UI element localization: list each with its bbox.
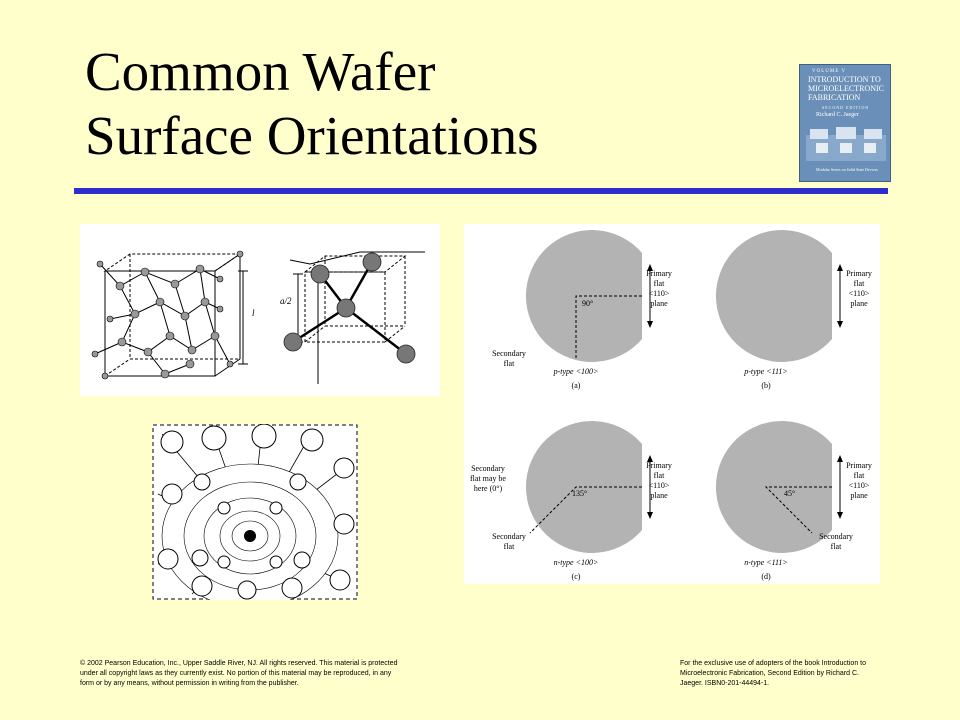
wafer-b-primary-4: plane <box>850 299 868 308</box>
tunnel-view-illustration <box>152 424 358 600</box>
wafer-a-secondary-1: Secondary <box>492 349 526 358</box>
wafer-d-letter: (d) <box>761 572 771 581</box>
wafer-c-alt-secondary-2: flat may be <box>470 474 506 483</box>
wafer-b-type: p-type <111> <box>744 367 788 376</box>
wafer-a-primary-1: Primary <box>646 269 672 278</box>
lattice-label-l: l <box>252 308 255 318</box>
wafer-d-primary-2: flat <box>853 471 865 480</box>
lattice-label-a2: a/2 <box>280 296 292 306</box>
wafer-flats-figure <box>464 224 880 584</box>
wafer-d-secondary-2: flat <box>830 542 842 551</box>
cover-series: Modular Series on Solid State Devices <box>816 167 878 172</box>
cover-volume: VOLUME V <box>812 69 847 74</box>
wafer-c-alt-secondary-1: Secondary <box>471 464 505 473</box>
wafer-c-secondary-2: flat <box>503 542 515 551</box>
wafer-flats-illustration <box>464 224 880 584</box>
title-line-2: Surface Orientations <box>85 105 539 166</box>
cover-device-illustration <box>806 123 886 163</box>
wafer-a-letter: (a) <box>571 381 581 390</box>
wafer-b <box>716 230 872 390</box>
wafer-a-secondary-2: flat <box>503 359 515 368</box>
wafer-a <box>492 230 672 390</box>
cover-edition: SECOND EDITION <box>822 105 870 110</box>
wafer-c-primary-2: flat <box>653 471 665 480</box>
wafer-d-primary-3: <110> <box>848 481 870 490</box>
page-title <box>85 40 775 168</box>
wafer-a-type: p-type <100> <box>553 367 599 376</box>
copyright-notice: © 2002 Pearson Education, Inc., Upper Saddle River, NJ. All rights reserved. This material is protected under all copyright laws as they currently exist. No portion of this material may be reproduced, in any form or by any means, without permission in writing from the publisher. <box>80 660 398 687</box>
wafer-c <box>470 421 672 581</box>
wafer-c-type: n-type <100> <box>553 558 599 567</box>
wafer-a-primary-4: plane <box>650 299 668 308</box>
wafer-b-primary-2: flat <box>853 279 865 288</box>
wafer-c-primary-4: plane <box>650 491 668 500</box>
wafer-d-secondary-1: Secondary <box>819 532 853 541</box>
tunnel-view-figure <box>152 424 358 600</box>
wafer-d-angle: 45° <box>784 489 796 498</box>
wafer-d-primary-4: plane <box>850 491 868 500</box>
wafer-d <box>716 421 872 581</box>
wafer-b-primary-1: Primary <box>846 269 872 278</box>
title-divider <box>74 188 888 194</box>
lattice-figure <box>80 224 440 396</box>
cover-author: Richard C. Jaeger <box>816 112 859 118</box>
wafer-c-angle: 135° <box>572 489 588 498</box>
wafer-c-secondary-1: Secondary <box>492 532 526 541</box>
wafer-b-primary-3: <110> <box>848 289 870 298</box>
wafer-a-primary-3: <110> <box>648 289 670 298</box>
wafer-c-letter: (c) <box>571 572 581 581</box>
usage-notice: For the exclusive use of adopters of the book Introduction to Microelectronic Fabrication, Second Edition by Richard C. Jaeger. ISBN0-201-44494-1. <box>680 660 866 687</box>
wafer-d-type: n-type <111> <box>744 558 788 567</box>
title-line-1: Common Wafer <box>85 41 436 102</box>
book-cover-image <box>799 64 891 182</box>
wafer-a-angle: 90° <box>582 299 594 308</box>
wafer-d-primary-1: Primary <box>846 461 872 470</box>
wafer-c-primary-1: Primary <box>646 461 672 470</box>
cover-title: INTRODUCTION TO MICROELECTRONIC FABRICATION <box>808 75 884 102</box>
wafer-c-alt-secondary-3: here (0°) <box>473 484 503 493</box>
wafer-a-primary-2: flat <box>653 279 665 288</box>
wafer-b-letter: (b) <box>761 381 771 390</box>
lattice-illustration <box>80 224 440 396</box>
wafer-c-primary-3: <110> <box>648 481 670 490</box>
